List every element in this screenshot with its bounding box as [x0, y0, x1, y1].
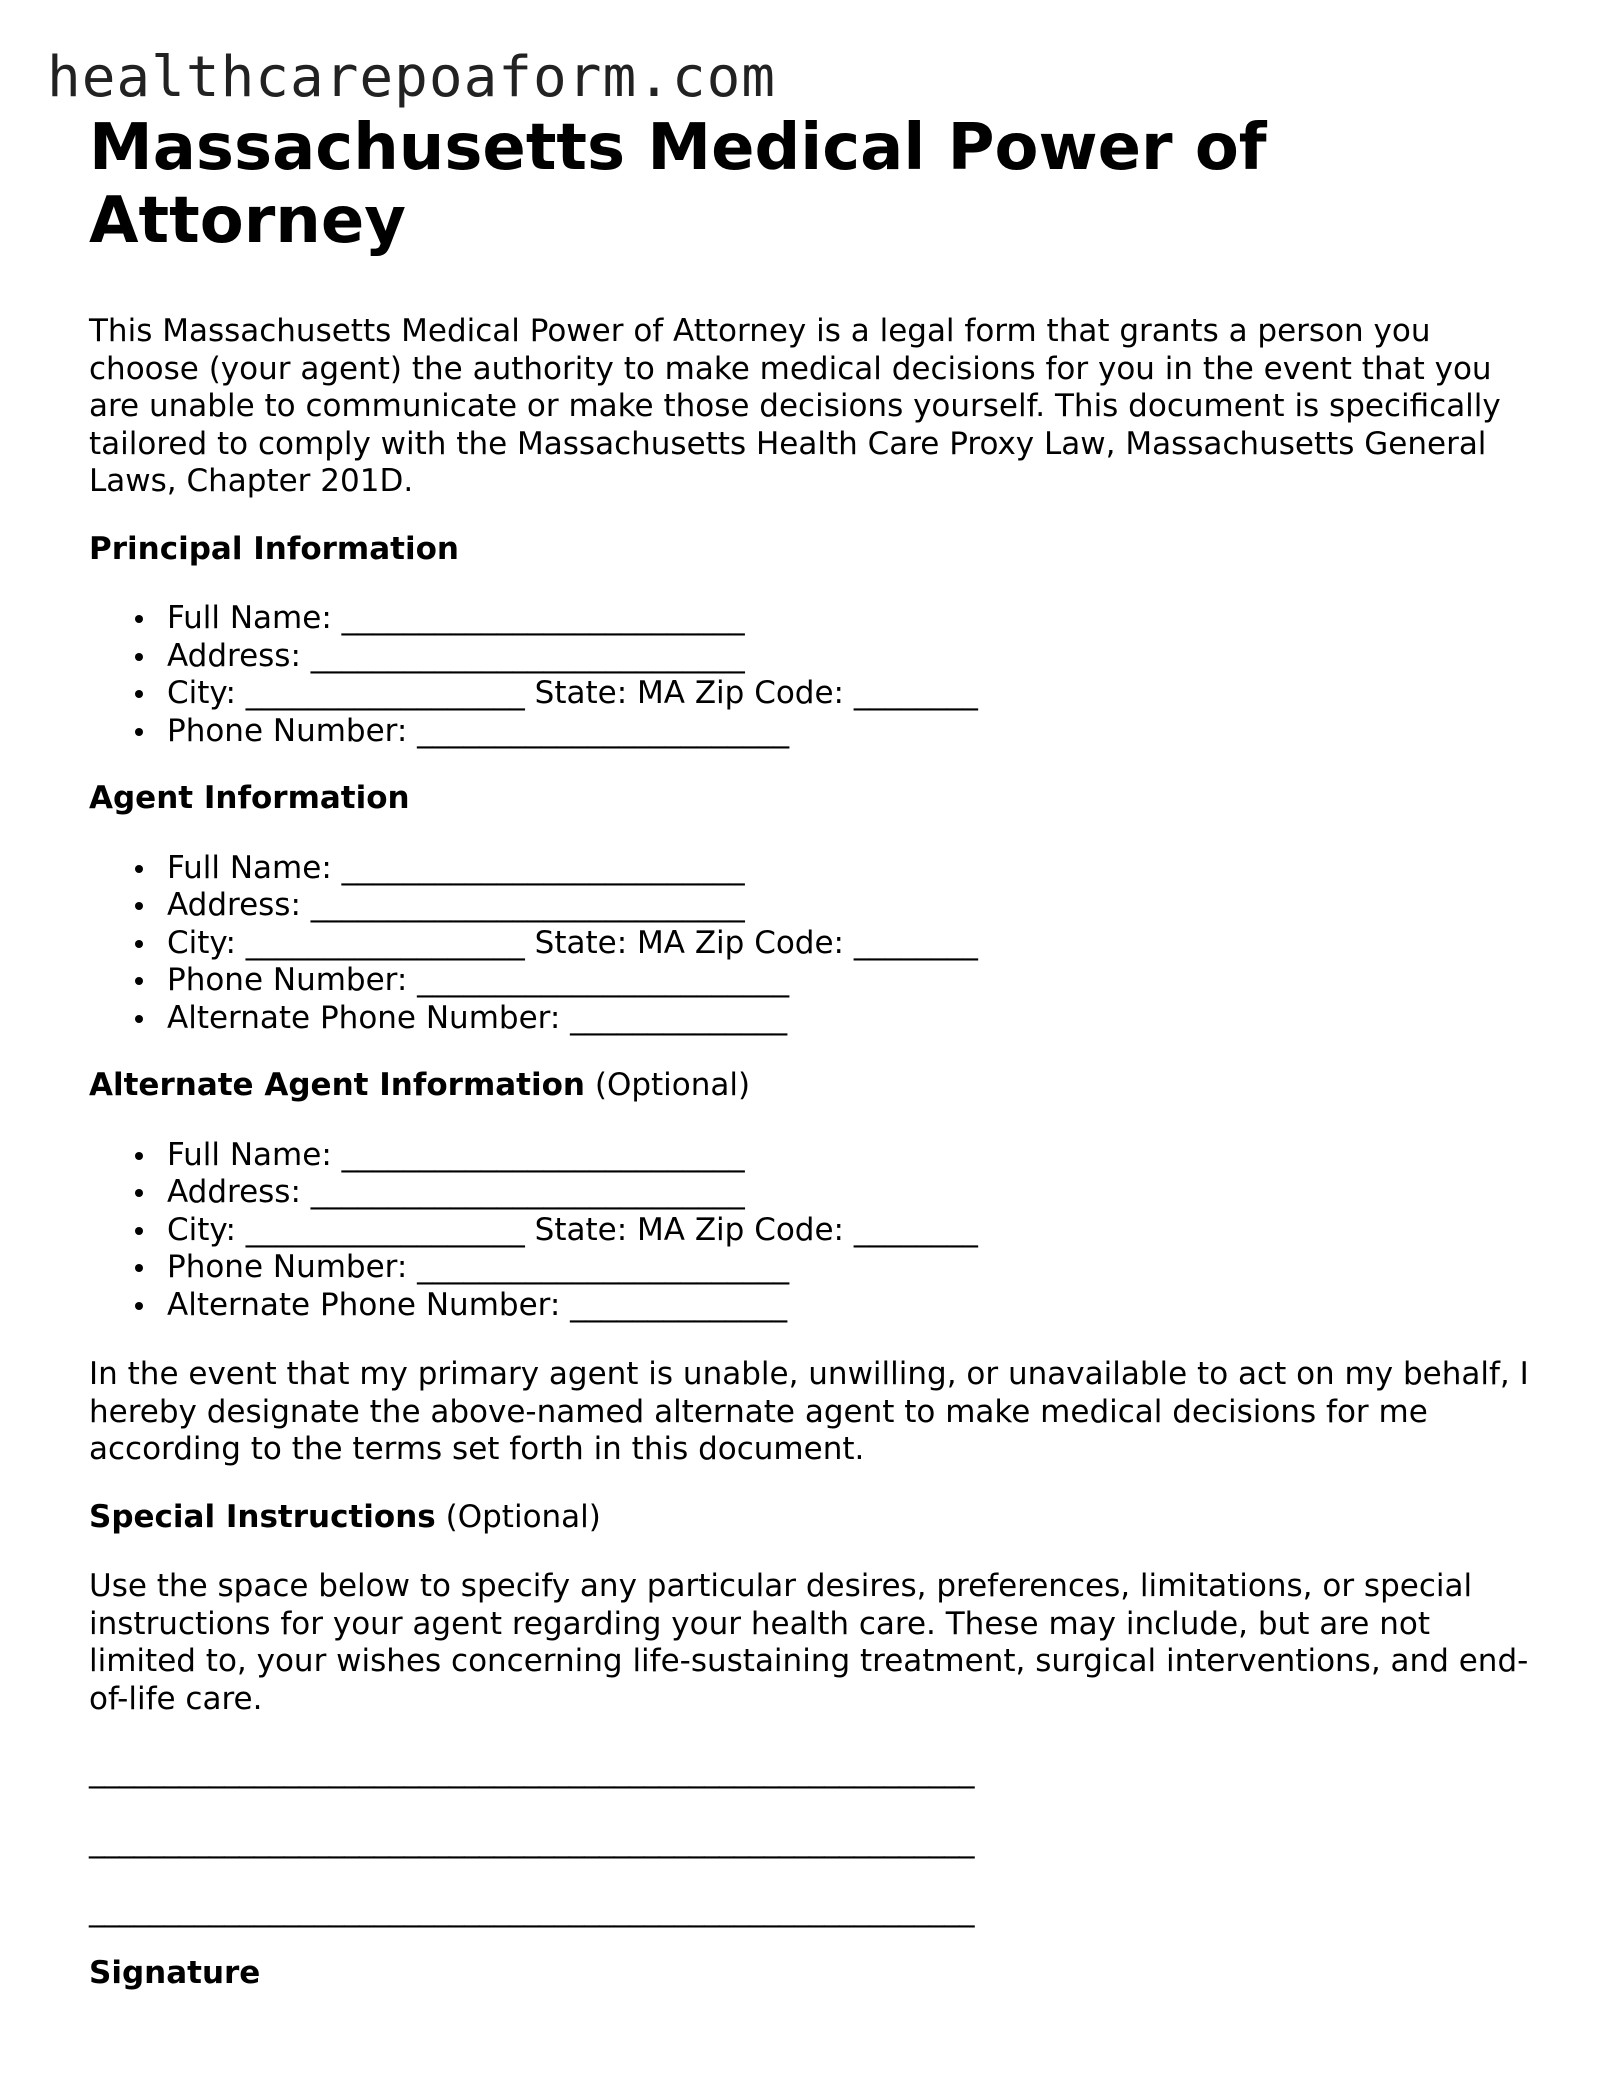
principal-full-name-field[interactable]: Full Name: __________________________	[89, 600, 1529, 638]
agent-section-heading	[89, 780, 1529, 818]
alternate-agent-fields-list	[89, 1137, 1529, 1325]
alternate-agent-optional-note: (Optional)	[594, 1067, 751, 1103]
document-body	[89, 112, 1529, 1992]
agent-phone-field[interactable]: Phone Number: ________________________	[89, 962, 1529, 1000]
agent-fields-list	[89, 850, 1529, 1038]
agent-city-state-zip-field[interactable]: City: __________________ State: MA Zip Code: ________	[89, 925, 1529, 963]
alternate-agent-heading-text: Alternate Agent Information	[89, 1067, 585, 1103]
principal-heading-text: Principal Information	[89, 530, 459, 567]
principal-fields-list	[89, 600, 1529, 750]
principal-phone-field[interactable]: Phone Number: ________________________	[89, 713, 1529, 751]
principal-address-field[interactable]: Address: ____________________________	[89, 638, 1529, 676]
signature-heading: Signature	[89, 1954, 261, 1991]
special-instructions-heading-text: Special Instructions	[89, 1498, 436, 1535]
alternate-agent-city-state-zip-field[interactable]: City: __________________ State: MA Zip Code: ________	[89, 1212, 1529, 1250]
special-instructions-heading	[89, 1499, 1529, 1537]
agent-address-field[interactable]: Address: ____________________________	[89, 887, 1529, 925]
agent-full-name-field[interactable]: Full Name: __________________________	[89, 850, 1529, 888]
special-instructions-optional-note: (Optional)	[445, 1498, 601, 1535]
principal-city-state-zip-field[interactable]: City: __________________ State: MA Zip Code: ________	[89, 675, 1529, 713]
agent-alternate-phone-field[interactable]: Alternate Phone Number: ______________	[89, 1000, 1529, 1038]
site-watermark: healthcarepoaform.com	[47, 45, 777, 110]
special-instructions-line-2[interactable]: ___________________________________________________________	[89, 1822, 974, 1859]
alternate-agent-phone-field[interactable]: Phone Number: ________________________	[89, 1249, 1529, 1287]
special-instructions-paragraph: Use the space below to specify any particular desires, preferences, limitations, or special instructions for your agent regarding your health care. These may include, but are not limited to, your wishes concerning life-sustaining treatment, surgical interventions, and end-of-life care.	[89, 1568, 1529, 1717]
alternate-agent-section-heading	[89, 1067, 1529, 1105]
special-instructions-line-3[interactable]: ___________________________________________________________	[89, 1892, 974, 1928]
special-instructions-line-1[interactable]: ___________________________________________________________	[89, 1753, 974, 1789]
page-title: Massachusetts Medical Power of Attorney	[89, 111, 1267, 258]
alternate-agent-alternate-phone-field[interactable]: Alternate Phone Number: ______________	[89, 1287, 1529, 1325]
agent-heading-text: Agent Information	[89, 780, 410, 816]
alternate-agent-address-field[interactable]: Address: ____________________________	[89, 1174, 1529, 1212]
alternate-agent-full-name-field[interactable]: Full Name: __________________________	[89, 1137, 1529, 1175]
principal-section-heading	[89, 531, 1529, 569]
intro-paragraph: This Massachusetts Medical Power of Attorney is a legal form that grants a person you choose (your agent) the authority to make medical decisions for you in the event that you are unable to communicate or make those decisions yourself. This document is specifically tailored to comply with the Massachusetts Health Care Proxy Law, Massachusetts General Laws, Chapter 201D.	[89, 313, 1501, 499]
alternate-designation-paragraph: In the event that my primary agent is unable, unwilling, or unavailable to act on my behalf, I hereby designate the above-named alternate agent to make medical decisions for me according to the terms set forth in this document.	[89, 1356, 1529, 1467]
